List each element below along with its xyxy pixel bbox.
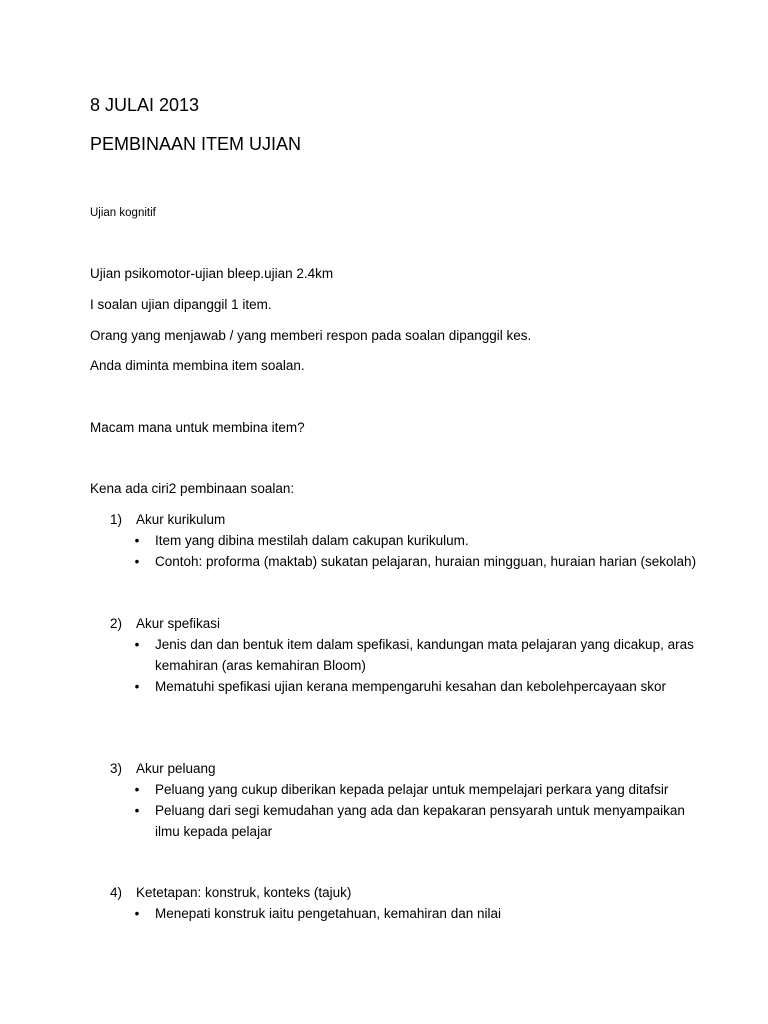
numbered-item-heading (110, 882, 710, 903)
intro-line: Kena ada ciri2 pembinaan soalan: (90, 481, 295, 496)
bullet-icon: • (134, 679, 140, 694)
subheading: Ujian kognitif (90, 207, 156, 219)
item-number: 4) (110, 885, 123, 900)
item-number: 1) (110, 512, 123, 527)
bullet-text: Mematuhi spefikasi ujian kerana mempengaruhi kesahan dan kebolehpercayaan skor (155, 679, 667, 694)
bullet-icon: • (134, 803, 140, 818)
bullet-item (110, 779, 710, 800)
text-line: Orang yang menjawab / yang memberi respon pada soalan dipanggil kes. (90, 328, 532, 343)
bullet-text: Peluang yang cukup diberikan kepada pelajar untuk mempelajari perkara yang ditafsir (155, 782, 669, 797)
numbered-item (110, 882, 710, 924)
text-line: I soalan ujian dipanggil 1 item. (90, 297, 272, 312)
bullet-item (110, 551, 710, 572)
item-number: 2) (110, 616, 123, 631)
bullet-item (110, 676, 710, 697)
bullet-text: Item yang dibina mestilah dalam cakupan kurikulum. (155, 533, 469, 548)
bullet-item (110, 634, 710, 676)
bullet-text: Jenis dan dan bentuk item dalam spefikasi, kandungan mata pelajaran yang dicakup, aras kemahiran (aras kemahiran Bloom) (155, 637, 694, 673)
item-label: Ketetapan: konstruk, konteks (tajuk) (136, 885, 352, 900)
bullet-item (110, 903, 710, 924)
bullet-text: Menepati konstruk iaitu pengetahuan, kemahiran dan nilai (155, 906, 501, 921)
bullet-list (110, 530, 710, 572)
item-label: Akur kurikulum (136, 512, 226, 527)
bullet-list (110, 779, 710, 842)
numbered-item-heading (110, 613, 710, 634)
bullet-icon: • (134, 637, 140, 652)
document-date: 8 JULAI 2013 (90, 95, 200, 115)
bullet-item (110, 800, 710, 842)
numbered-item (110, 613, 710, 697)
item-label: Akur peluang (136, 761, 216, 776)
bullet-icon: • (134, 554, 140, 569)
bullet-icon: • (134, 533, 140, 548)
bullet-list (110, 903, 710, 924)
text-line: Ujian psikomotor-ujian bleep.ujian 2.4km (90, 266, 334, 281)
bullet-item (110, 530, 710, 551)
bullet-text: Peluang dari segi kemudahan yang ada dan kepakaran pensyarah untuk menyampaikan ilmu kepada pelajar (155, 803, 685, 839)
text-line: Anda diminta membina item soalan. (90, 358, 305, 373)
item-number: 3) (110, 761, 123, 776)
question-line: Macam mana untuk membina item? (90, 420, 305, 435)
bullet-icon: • (134, 782, 140, 797)
document-title: PEMBINAAN ITEM UJIAN (90, 134, 302, 154)
numbered-item (110, 509, 710, 572)
numbered-item-heading (110, 509, 710, 530)
numbered-item (110, 758, 710, 842)
numbered-item-heading (110, 758, 710, 779)
bullet-text: Contoh: proforma (maktab) sukatan pelajaran, huraian mingguan, huraian harian (sekolah) (155, 554, 697, 569)
item-label: Akur spefikasi (136, 616, 221, 631)
bullet-list (110, 634, 710, 697)
bullet-icon: • (134, 906, 140, 921)
